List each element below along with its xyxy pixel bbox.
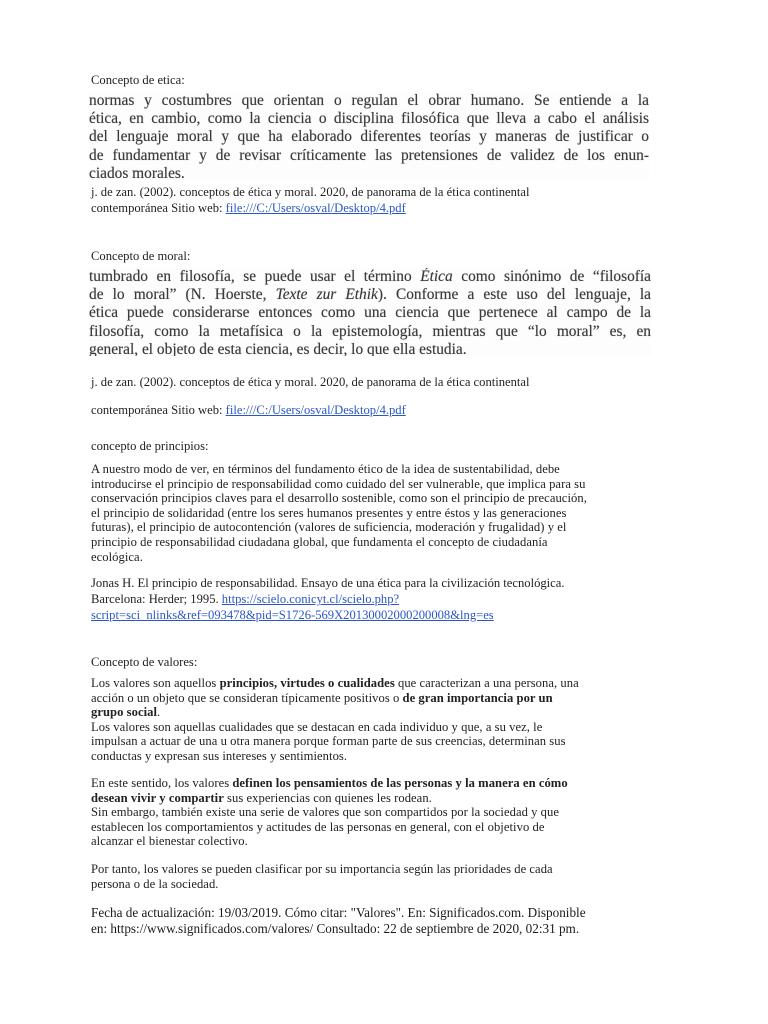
paragraph-line: Los valores son aquellas cualidades que se destacan en cada individuo y que, a su vez, le [91,719,543,734]
reference-line: Jonas H. El principio de responsabilidad. Ensayo de una ética para la civilización tecnológica. [91,576,565,590]
principios-reference [91,575,701,623]
paragraph-line: futuras), el principio de autocontención (valores de suficiencia, moderación y frugalidad) y el [91,520,567,535]
paragraph-line: Sin embargo, también existe una serie de valores que son compartidos por la sociedad y que [91,805,560,820]
paragraph-line [91,776,691,791]
bold-text: desean vivir y compartir [91,790,224,805]
moral-scanned-excerpt [89,268,651,356]
valores-paragraph-1 [91,676,691,764]
scan-italic: Texte zur Ethik [275,286,378,304]
valores-paragraph-2 [91,776,691,849]
scielo-link[interactable]: https://scielo.conicyt.cl/scielo.php? [221,592,400,606]
etica-pdf-link[interactable]: file:///C:/Users/osval/Desktop/4.pdf [225,201,406,215]
etica-citation [91,184,691,216]
moral-pdf-link[interactable]: file:///C:/Users/osval/Desktop/4.pdf [225,403,406,417]
scan-line [89,286,651,304]
scan-line: del lenguaje moral y que ha elaborado diferentes teorías y maneras de justificar o [89,128,649,146]
scan-line: normas y costumbres que orientan o regulan el obrar humano. Se entiende a la [89,92,649,109]
paragraph-line: alcanzar el bienestar colectivo. [91,834,248,849]
scan-line: de fundamentar y de revisar críticamente las pretensiones de validez de los enun- [89,146,649,164]
paragraph-line [91,705,691,720]
paragraph-line: conservación principios claves para el desarrollo sostenible, como son el principio de precaución, [91,491,587,506]
principios-heading: concepto de principios: [91,439,209,453]
scan-line: general, el objeto de esta ciencia, es decir, lo que ella estudia. [89,340,467,356]
scan-line [89,268,651,286]
scan-text: de lo moral” (N. Hoerste, [89,286,276,304]
citation-line [91,200,691,216]
paragraph-line: impulsan a actuar de una u otra manera porque forman parte de sus creencias, determinan sus [91,734,566,749]
scan-italic: Ética [420,268,453,285]
citation-text: contemporánea Sitio web: [91,201,226,215]
text: sus experiencias con quienes les rodean. [223,790,432,805]
bold-text: principios, virtudes o cualidades [219,676,395,690]
valores-paragraph-3 [91,862,691,891]
paragraph-line: principio de responsabilidad ciudadana global, que fundamenta el concepto de ciudadanía [91,534,548,549]
text: En este sentido, los valores [91,776,233,790]
reference-line: en: https://www.significados.com/valores/ Consultado: 22 de septiembre de 2020, 02:31 pm. [91,921,580,936]
paragraph-line [91,691,691,706]
scan-text: tumbrado en filosofía, se puede usar el término [89,268,421,285]
paragraph-line: establecen los comportamientos y actitudes de las personas en general, con el objetivo de [91,819,545,834]
paragraph-line: el principio de solidaridad (entre los seres humanos presentes y entre éstos y las generaciones [91,505,567,520]
paragraph-line [91,676,691,691]
principios-paragraph [91,462,691,564]
paragraph-line: Por tanto, los valores se pueden clasificar por su importancia según las prioridades de cada [91,862,553,876]
text: acción o un objeto que se consideran típicamente positivos o [91,690,403,705]
reference-line: Fecha de actualización: 19/03/2019. Cómo citar: "Valores". En: Significados.com. Disponible [91,905,586,920]
paragraph-line: introducirse el principio de responsabilidad como cuidado del ser vulnerable, que implica para su [91,476,586,491]
scan-line: ética, en cambio, como la ciencia o disciplina filosófica que lleva a cabo el análisis [89,110,649,128]
reference-line [91,591,701,607]
paragraph-line: A nuestro modo de ver, en términos del fundamento ético de la idea de sustentabilidad, debe [91,462,560,476]
scielo-link-continued[interactable]: script=sci_nlinks&ref=093478&pid=S1726-569X20130002000200008&lng=es [91,608,494,622]
paragraph-line: ecológica. [91,549,143,564]
paragraph-line [91,791,691,806]
scan-text: ). Conforme a este uso del lenguaje, la [377,286,651,304]
bold-text: definen los pensamientos de las personas y la manera en cómo [232,776,568,790]
moral-citation-line2 [91,402,691,418]
citation-line: j. de zan. (2002). conceptos de ética y moral. 2020, de panorama de la ética continental [91,185,530,199]
reference-text: Barcelona: Herder; 1995. [91,592,222,606]
reference-line [91,607,701,623]
valores-reference [91,905,711,937]
paragraph-line: persona o de la sociedad. [91,876,219,891]
scan-line: filosofía, como la metafísica o la epistemología, mientras que “lo moral” es, en [89,322,651,340]
scan-line: ciados morales. [89,164,185,180]
citation-text: contemporánea Sitio web: [91,403,226,417]
valores-heading: Concepto de valores: [91,655,198,669]
bold-text: de gran importancia por un [402,690,553,705]
etica-scanned-excerpt [89,92,649,180]
text: que caracterizan a una persona, una [394,676,579,690]
moral-heading: Concepto de moral: [91,249,191,263]
paragraph-line: conductas y expresan sus intereses y sentimientos. [91,748,348,763]
moral-citation-line1: j. de zan. (2002). conceptos de ética y moral. 2020, de panorama de la ética continental [91,375,530,389]
text: . [157,705,161,720]
etica-heading: Concepto de etica: [91,73,185,87]
bold-text: grupo social [91,705,158,720]
scan-line: ética puede considerarse entonces como una ciencia que pertenece al campo de la [89,304,651,322]
scan-text: como sinónimo de “filosofía [452,268,651,285]
text: Los valores son aquellos [91,676,220,690]
